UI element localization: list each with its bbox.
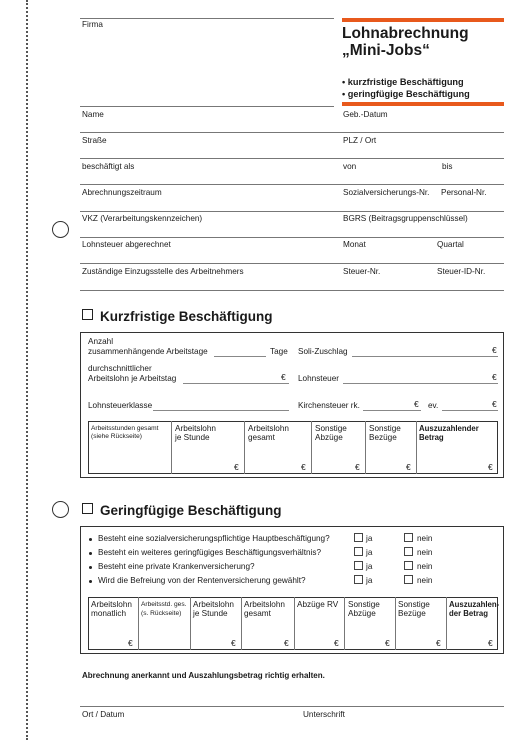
kirchensteuer-rk-field[interactable]: [363, 410, 421, 411]
kt-header-sonstige2: Sonstige: [369, 424, 401, 433]
kurzfristig-section-title: Kurzfristige Beschäftigung: [100, 309, 273, 324]
soli-euro: €: [492, 345, 497, 355]
vkz-field-line[interactable]: [80, 237, 504, 238]
gt-divider: [395, 597, 396, 650]
name-label: Name: [82, 110, 104, 119]
ort-datum-label: Ort / Datum: [82, 710, 125, 719]
question-rentenversicherung: Wird die Befreiung von der Rentenversicherung gewählt?: [98, 576, 306, 585]
gt-header-arbeitsstd: Arbeitsstd. ges.: [141, 601, 187, 608]
firma-label: Firma: [82, 20, 103, 29]
kirchensteuer-rk-euro: €: [414, 399, 419, 409]
monat-label: Monat: [343, 240, 366, 249]
gt-divider: [344, 597, 345, 650]
kt-header-arbeitslohn: Arbeitslohn: [175, 424, 216, 433]
question-bullet: [89, 538, 92, 541]
firma-top-line: [80, 18, 334, 19]
kt-euro-betrag: €: [488, 462, 493, 472]
kt-divider: [416, 421, 417, 474]
form-title-line2: „Mini-Jobs“: [342, 42, 430, 59]
gt-header-abzuege-rv: Abzüge RV: [297, 600, 339, 609]
von-label: von: [343, 162, 357, 171]
punch-hole-top: [52, 221, 69, 238]
gt-header-sonstige: Sonstige: [348, 600, 380, 609]
gt-header-arbeitslohn2: Arbeitslohn: [193, 600, 234, 609]
unterschrift-label: Unterschrift: [303, 710, 345, 719]
q2-nein-checkbox[interactable]: [404, 547, 413, 556]
kt-header-betrag: Betrag: [419, 433, 444, 442]
kt-header-gesamt: gesamt: [248, 433, 275, 442]
beschaeftigt-als-label: beschäftigt als: [82, 162, 135, 171]
kt-euro-lohn-stunde: €: [234, 462, 239, 472]
gt-header-der-betrag: der Betrag: [449, 609, 488, 618]
gt-divider: [190, 597, 191, 650]
lohnsteuer-field[interactable]: [343, 383, 498, 384]
gt-header-gesamt: gesamt: [244, 609, 271, 618]
question-weiteres-verhaeltnis: Besteht ein weiteres geringfügiges Beschäftigungsverhältnis?: [98, 548, 322, 557]
kt-header-arbeitslohn2: Arbeitslohn: [248, 424, 289, 433]
kirchensteuer-label: Kirchensteuer rk.: [298, 401, 360, 410]
acknowledgement-text: Abrechnung anerkannt und Auszahlungsbetrag richtig erhalten.: [82, 671, 325, 680]
bullet-kurzfristig: • kurzfristige Beschäftigung: [342, 77, 464, 87]
q3-nein-label: nein: [417, 562, 433, 571]
strasse-field-line[interactable]: [80, 158, 504, 159]
gt-euro-abzuege-rv: €: [334, 638, 339, 648]
bis-label: bis: [442, 162, 453, 171]
soli-label: Soli-Zuschlag: [298, 347, 348, 356]
kt-header-sonstige: Sonstige: [315, 424, 347, 433]
vkz-label: VKZ (Verarbeitungskennzeichen): [82, 214, 203, 223]
kurzfristig-checkbox[interactable]: [82, 309, 93, 320]
q1-ja-checkbox[interactable]: [354, 533, 363, 542]
gt-divider: [138, 597, 139, 650]
question-bullet: [89, 580, 92, 583]
arbeitslohn-tag-field[interactable]: [183, 383, 289, 384]
kt-euro-lohn-gesamt: €: [301, 462, 306, 472]
kirchensteuer-ev-field[interactable]: [442, 410, 498, 411]
durchschnittlicher-label: durchschnittlicher: [88, 364, 152, 373]
gt-header-arbeitslohn3: Arbeitslohn: [244, 600, 285, 609]
gt-header-arbeitslohn: Arbeitslohn: [91, 600, 132, 609]
q2-ja-label: ja: [366, 548, 373, 557]
geringfuegig-section-title: Geringfügige Beschäftigung: [100, 503, 282, 518]
form-title-line1: Lohnabrechnung: [342, 25, 469, 42]
q4-nein-label: nein: [417, 576, 433, 585]
question-bullet: [89, 552, 92, 555]
question-bullet: [89, 566, 92, 569]
q1-ja-label: ja: [366, 534, 373, 543]
gt-euro-abzuege: €: [385, 638, 390, 648]
gt-header-auszuzahlen: Auszuzahlen-: [449, 600, 500, 609]
kirchensteuer-ev-euro: €: [492, 399, 497, 409]
gt-header-sonstige2: Sonstige: [398, 600, 430, 609]
kt-euro-bezuege: €: [406, 462, 411, 472]
q4-ja-label: ja: [366, 576, 373, 585]
lohnsteuerklasse-label: Lohnsteuerklasse: [88, 401, 153, 410]
steuer-nr-label: Steuer-Nr.: [343, 267, 381, 276]
firma-field-line[interactable]: [80, 106, 334, 107]
gt-header-rueckseite: (s. Rückseite): [141, 610, 182, 617]
personal-nr-label: Personal-Nr.: [441, 188, 487, 197]
plz-ort-label: PLZ / Ort: [343, 136, 377, 145]
arbeitstage-label: zusammenhängende Arbeitstage: [88, 347, 208, 356]
gt-divider: [446, 597, 447, 650]
einzugsstelle-label: Zuständige Einzugsstelle des Arbeitnehmers: [82, 267, 244, 276]
kt-header-arbeitsstunden: Arbeitsstunden gesamt: [91, 425, 159, 432]
punch-hole-bottom: [52, 501, 69, 518]
kt-header-arbeitsstunden-sub: (siehe Rückseite): [91, 433, 142, 440]
q2-ja-checkbox[interactable]: [354, 547, 363, 556]
abrechnungszeitraum-field-line[interactable]: [80, 211, 504, 212]
kt-header-abzuege: Abzüge: [315, 433, 343, 442]
arbeitslohn-tag-label: Arbeitslohn je Arbeitstag: [88, 374, 177, 383]
q1-nein-checkbox[interactable]: [404, 533, 413, 542]
anzahl-label: Anzahl: [88, 337, 114, 346]
gt-euro-gesamt: €: [284, 638, 289, 648]
gt-divider: [241, 597, 242, 650]
gt-header-monatlich: monatlich: [91, 609, 127, 618]
gt-header-je-stunde: je Stunde: [193, 609, 228, 618]
gt-header-bezuege: Bezüge: [398, 609, 426, 618]
bgrs-label: BGRS (Beitragsgruppenschlüssel): [343, 214, 468, 223]
kt-header-auszuzahlender: Auszuzahlender: [419, 424, 479, 433]
strasse-label: Straße: [82, 136, 107, 145]
accent-bar-bottom: [342, 102, 504, 106]
signature-line[interactable]: [80, 706, 504, 707]
bullet-geringfuegig: • geringfügige Beschäftigung: [342, 89, 470, 99]
beschaeftigt-field-line[interactable]: [80, 184, 504, 185]
lohnsteuer-field-line[interactable]: [80, 263, 504, 264]
gt-euro-bezuege: €: [436, 638, 441, 648]
steuer-id-nr-label: Steuer-ID-Nr.: [437, 267, 486, 276]
q1-nein-label: nein: [417, 534, 433, 543]
abrechnungszeitraum-label: Abrechnungszeitraum: [82, 188, 162, 197]
q4-nein-checkbox[interactable]: [404, 575, 413, 584]
lohnsteuer-label: Lohnsteuer: [298, 374, 339, 383]
kt-header-bezuege: Bezüge: [369, 433, 397, 442]
geb-datum-label: Geb.-Datum: [343, 110, 388, 119]
q3-nein-checkbox[interactable]: [404, 561, 413, 570]
tage-label: Tage: [270, 347, 288, 356]
einzugsstelle-field-line[interactable]: [80, 290, 504, 291]
gt-header-abzuege: Abzüge: [348, 609, 376, 618]
kt-header-je-stunde: je Stunde: [175, 433, 210, 442]
soli-field[interactable]: [352, 356, 498, 357]
kt-euro-abzuege: €: [355, 462, 360, 472]
gt-euro-je-stunde: €: [231, 638, 236, 648]
arbeitslohn-tag-euro: €: [281, 372, 286, 382]
name-field-line[interactable]: [80, 132, 504, 133]
gt-divider: [294, 597, 295, 650]
quartal-label: Quartal: [437, 240, 464, 249]
accent-bar-top: [342, 18, 504, 22]
lohnsteuer-abgerechnet-label: Lohnsteuer abgerechnet: [82, 240, 171, 249]
kt-divider: [311, 421, 312, 474]
question-krankenversicherung: Besteht eine private Krankenversicherung?: [98, 562, 255, 571]
gt-euro-betrag: €: [488, 638, 493, 648]
sv-nr-label: Sozialversicherungs-Nr.: [343, 188, 430, 197]
kt-divider: [365, 421, 366, 474]
perforation-line: [26, 0, 28, 740]
question-hauptbeschaeftigung: Besteht eine sozialversicherungspflichtige Hauptbeschäftigung?: [98, 534, 330, 543]
ev-label: ev.: [428, 401, 439, 410]
lohnsteuer-euro: €: [492, 372, 497, 382]
kt-divider: [171, 421, 172, 474]
q2-nein-label: nein: [417, 548, 433, 557]
kt-divider: [244, 421, 245, 474]
gt-euro-monatlich: €: [128, 638, 133, 648]
q3-ja-label: ja: [366, 562, 373, 571]
q3-ja-checkbox[interactable]: [354, 561, 363, 570]
q4-ja-checkbox[interactable]: [354, 575, 363, 584]
arbeitstage-field[interactable]: [214, 356, 266, 357]
geringfuegig-checkbox[interactable]: [82, 503, 93, 514]
lohnsteuerklasse-field[interactable]: [153, 410, 289, 411]
